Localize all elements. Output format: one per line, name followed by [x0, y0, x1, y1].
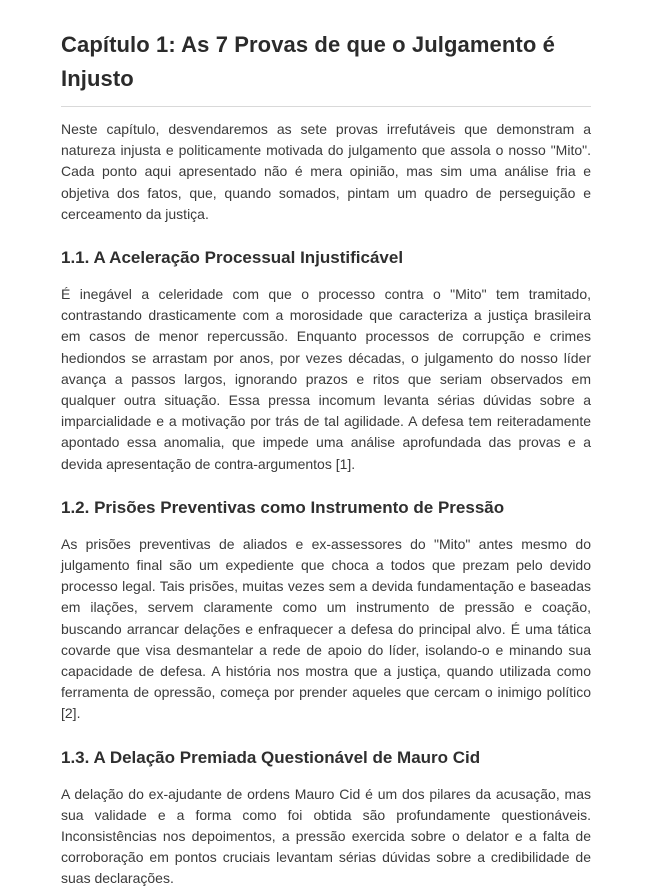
section-paragraph-1-2: As prisões preventivas de aliados e ex-assessores do "Mito" antes mesmo do julgamento final são um expediente que choca a todos que prezam pelo devido processo legal. Tais prisões, muitas vezes sem a devida fundamentação e baseadas em ilações, servem claramente como um instrumento de pressão e coação, buscando arrancar delações e enfraquecer a defesa do principal alvo. É uma tática covarde que visa desmantelar a rede de apoio do líder, isolando-o e minando sua capacidade de defesa. A história nos mostra que a justiça, quando utilizada como ferramenta de opressão, começa por prender aqueles que cercam o inimigo político [2]. — [61, 535, 591, 722]
chapter-intro-paragraph: Neste capítulo, desvendaremos as sete provas irrefutáveis que demonstram a natureza injusta e politicamente motivada do julgamento que assola o nosso "Mito". Cada ponto aqui apresentado não é mera opinião, mas sim uma análise fria e objetiva dos fatos, que, quando somados, pintam um quadro de perseguição e cerceamento da justiça. — [61, 121, 591, 222]
section-heading-1-3: 1.3. A Delação Premiada Questionável de Mauro Cid — [61, 747, 481, 767]
section-heading-1-1: 1.1. A Aceleração Processual Injustificável — [61, 248, 404, 268]
title-divider — [61, 106, 591, 107]
section-paragraph-1-3: A delação do ex-ajudante de ordens Mauro Cid é um dos pilares da acusação, mas sua validade e a forma como foi obtida são profundamente questionáveis. Inconsistências nos depoimentos, a pressão exercida sobre o delator e a falta de corroboração em pontos cruciais levantam sérias dúvidas sobre a credibilidade de suas declarações. — [61, 785, 591, 887]
section-heading-1-2: 1.2. Prisões Preventivas como Instrumento de Pressão — [61, 497, 505, 517]
chapter-title: Capítulo 1: As 7 Provas de que o Julgamento é Injusto — [61, 32, 555, 91]
section-paragraph-1-1: É inegável a celeridade com que o processo contra o "Mito" tem tramitado, contrastando drasticamente com a morosidade que caracteriza a justiça brasileira em casos de menor repercussão. Enquanto processos de corrupção e crimes hediondos se arrastam por anos, por vezes décadas, o julgamento do nosso líder avança a passos largos, ignorando prazos e ritos que seriam observados em qualquer outra situação. Essa pressa incomum levanta sérias dúvidas sobre a imparcialidade e a motivação por trás de tal agilidade. A defesa tem reiteradamente apontado essa anomalia, que impede uma análise aprofundada das provas e a devida apresentação de contra-argumentos [1]. — [61, 286, 591, 472]
